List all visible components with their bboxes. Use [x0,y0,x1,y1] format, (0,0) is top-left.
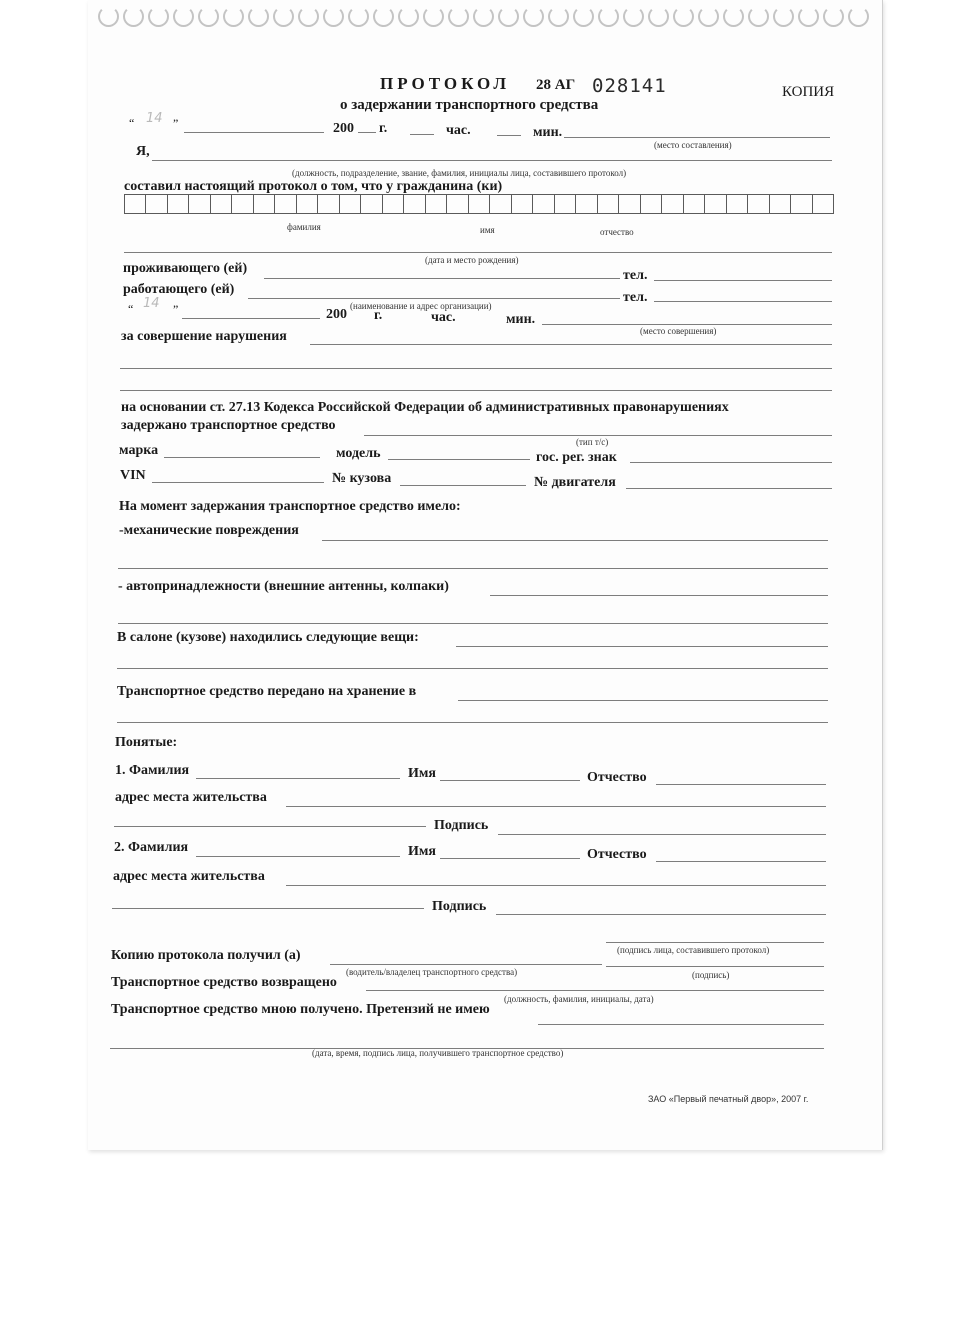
copy-received-line [330,964,602,965]
grid-cell [619,195,640,213]
witness2-name-label: Имя [408,844,436,859]
caption-name: имя [480,225,495,235]
witness2-surname-label: 2. Фамилия [114,840,189,855]
officer-signature-caption: (подпись лица, составившего протокол) [617,945,770,955]
binding-ring [148,6,169,27]
returned-line [366,990,824,991]
witness1-name-line [440,780,580,781]
engine-line [626,488,832,489]
grid-cell [662,195,683,213]
residing-label: проживающего (ей) [123,261,248,276]
returned-label: Транспортное средство возвращено [111,975,337,990]
binding-ring [423,6,444,27]
caption-surname: фамилия [287,222,321,232]
binding-ring [723,6,744,27]
minute-label: мин. [533,125,563,140]
surname-letter-grid [124,194,834,214]
witness2-surname-line [196,856,400,857]
grid-cell [469,195,490,213]
grid-cell [555,195,576,213]
quote-close: ” [173,116,179,130]
witness1-address-line-1 [286,806,826,807]
grid-cell [211,195,232,213]
grid-cell [598,195,619,213]
interior-line-2 [117,668,828,669]
violation-date-line [182,318,320,319]
grid-cell [576,195,597,213]
place-caption: (место составления) [654,140,732,150]
condition-intro: На момент задержания транспортное средство имело: [119,499,461,514]
binding-ring [223,6,244,27]
grid-cell [791,195,812,213]
org-caption: (наименование и адрес организации) [350,301,492,311]
caption-patronymic: отчество [600,227,634,237]
body-label: № кузова [332,471,392,486]
caption-birth: (дата и место рождения) [425,255,519,265]
storage-label: Транспортное средство передано на хранение в [117,684,417,699]
grid-cell [275,195,296,213]
binding-ring [98,6,119,27]
witness1-surname-line [196,778,400,779]
hour-label: час. [446,123,471,138]
violation-place-line [542,324,832,325]
witness1-signature-label: Подпись [434,818,489,833]
binding-ring [598,6,619,27]
violation-line-1 [310,344,832,345]
year-suffix: г. [379,121,388,136]
phone-line-1 [654,280,832,281]
violation-hour-label: час. [431,310,456,325]
officer-signature-line [606,942,824,943]
plate-label: гос. рег. знак [536,450,617,465]
binding-ring [673,6,694,27]
residing-line [264,278,620,279]
grid-cell [533,195,554,213]
driver-caption: (водитель/владелец транспортного средства) [346,967,518,977]
grid-cell [727,195,748,213]
copy-label: КОПИЯ [782,84,835,100]
quote-open-2: “ [128,302,134,316]
grid-cell [770,195,791,213]
driver-signature-line [606,966,824,967]
witness2-patronymic-line [656,861,826,862]
binding-ring [348,6,369,27]
witness1-surname-label: 1. Фамилия [115,763,190,778]
violation-line-2 [120,368,832,369]
model-line [388,459,530,460]
witness2-address-line-2 [112,908,424,909]
violation-line-3 [120,390,832,391]
detained-line [364,435,832,436]
grid-cell [168,195,189,213]
binding-ring [773,6,794,27]
grid-cell [146,195,167,213]
accessories-line-2 [118,623,828,624]
received-caption: (дата, время, подпись лица, получившего транспортное средство) [312,1048,564,1058]
binding-ring [123,6,144,27]
grid-cell [705,195,726,213]
type-caption: (тип т/с) [576,437,609,447]
model-label: модель [336,446,381,461]
damage-line-1 [322,540,828,541]
grid-cell [490,195,511,213]
binding-ring [448,6,469,27]
violation-min-label: мин. [506,312,536,327]
working-label: работающего (ей) [123,282,235,297]
officer-prefix: Я, [136,144,150,159]
protocol-series: 28 АГ [536,77,576,93]
binding-ring [273,6,294,27]
received-line-1 [538,1024,824,1025]
violation-place-caption: (место совершения) [640,326,717,336]
legal-basis: на основании ст. 27.13 Кодекса Российской Федерации об административных правонарушениях [121,400,729,415]
binding-ring [698,6,719,27]
copy-received-label: Копию протокола получил (а) [111,948,301,963]
witness2-signature-line [496,914,826,915]
place-line [564,137,830,138]
binding-ring [648,6,669,27]
protocol-subtitle: о задержании транспортного средства [340,97,599,113]
handwritten-day-2: 14 [143,296,160,311]
protocol-title: ПРОТОКОЛ [380,74,511,93]
compiled-text: составил настоящий протокол о том, что у гражданина (ки) [124,179,503,194]
handwritten-day: 14 [146,111,163,126]
interior-line-1 [456,646,828,647]
year-line [358,132,376,133]
accessories-label: - автопринадлежности (внешние антенны, колпаки) [118,579,449,594]
witness2-signature-label: Подпись [432,899,487,914]
binding-ring [523,6,544,27]
witness1-patronymic-line [656,784,826,785]
grid-cell [404,195,425,213]
returned-caption: (должность, фамилия, инициалы, дата) [504,994,654,1004]
detained-text: задержано транспортное средство [121,418,336,433]
binding-ring [498,6,519,27]
binding-ring [548,6,569,27]
grid-cell [254,195,275,213]
storage-line-2 [117,722,828,723]
violation-label: за совершение нарушения [121,329,287,344]
grid-cell [232,195,253,213]
grid-cell [684,195,705,213]
binding-ring [198,6,219,27]
witness1-address-label: адрес места жительства [115,790,267,805]
violation-year-prefix: 200 [326,307,347,322]
grid-cell [189,195,210,213]
witness1-name-label: Имя [408,766,436,781]
grid-cell [512,195,533,213]
binding-ring [748,6,769,27]
storage-line-1 [458,700,828,701]
binding-ring [623,6,644,27]
printer-footer: ЗАО «Первый печатный двор», 2007 г. [648,1094,809,1104]
grid-cell [447,195,468,213]
binding-ring [398,6,419,27]
phone-label-2: тел. [623,290,648,305]
damage-label: -механические повреждения [119,523,299,538]
grid-cell [641,195,662,213]
grid-cell [748,195,769,213]
binding-ring [573,6,594,27]
quote-open: “ [129,116,135,130]
body-line [400,485,526,486]
phone-line-2 [654,301,832,302]
birth-line [124,252,832,253]
binding-ring [323,6,344,27]
witness1-signature-line [498,834,826,835]
grid-cell [340,195,361,213]
binding-ring [848,6,869,27]
witness2-address-label: адрес места жительства [113,869,265,884]
quote-close-2: ” [173,302,179,316]
engine-label: № двигателя [534,475,616,490]
witness2-name-line [440,858,580,859]
binding-ring [473,6,494,27]
grid-cell [426,195,447,213]
grid-cell [361,195,382,213]
vin-label: VIN [120,468,146,483]
binding-ring [298,6,319,27]
received-label: Транспортное средство мною получено. Претензий не имею [111,1002,490,1017]
minute-line [497,135,521,136]
interior-label: В салоне (кузове) находились следующие вещи: [117,630,419,645]
witness2-address-line-1 [286,885,826,886]
witness1-address-line-2 [114,826,426,827]
working-line [248,298,620,299]
protocol-number: 028141 [592,75,667,97]
vin-line [152,482,324,483]
grid-cell [297,195,318,213]
binding-ring [373,6,394,27]
binding-ring [823,6,844,27]
damage-line-2 [118,568,828,569]
grid-cell [813,195,833,213]
accessories-line-1 [490,595,828,596]
officer-caption: (должность, подразделение, звание, фамилия, инициалы лица, составившего протокол) [292,168,627,178]
phone-label-1: тел. [623,268,648,283]
signature-caption: (подпись) [692,970,730,980]
witnesses-title: Понятые: [115,735,178,750]
violation-year-suffix: г. [374,308,383,323]
binding-ring [798,6,819,27]
brand-line [164,457,320,458]
binding-ring [173,6,194,27]
witness2-patronymic-label: Отчество [587,847,647,862]
date-month-line [184,132,324,133]
witness1-patronymic-label: Отчество [587,770,647,785]
grid-cell [125,195,146,213]
grid-cell [383,195,404,213]
brand-label: марка [119,443,159,458]
grid-cell [318,195,339,213]
officer-line [152,160,832,161]
binding-ring [248,6,269,27]
year-prefix: 200 [333,121,354,136]
plate-line [630,462,832,463]
hour-line [410,134,434,135]
